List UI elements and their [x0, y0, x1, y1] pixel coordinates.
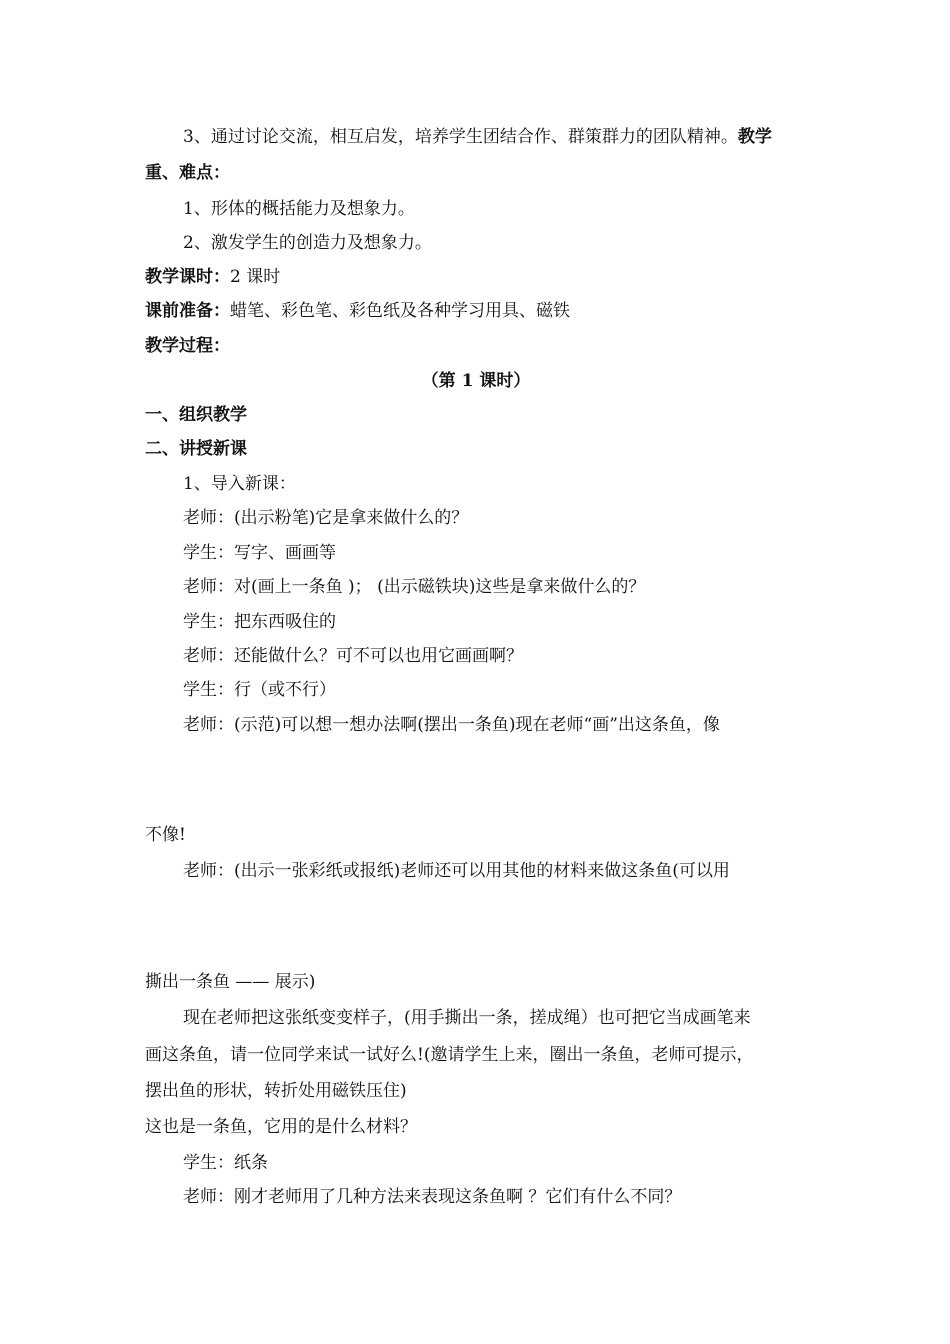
lesson-hours-value: 2 课时 — [230, 267, 281, 287]
dialogue-line: 老师：(示范)可以想一想办法啊(摆出一条鱼)现在老师“画”出这条鱼，像 — [183, 715, 720, 735]
intro-heading: 1、导入新课： — [183, 474, 296, 494]
dialogue-line: 老师：对(画上一条鱼 )； (出示磁铁块)这些是拿来做什么的？ — [183, 577, 646, 597]
preparation-value: 蜡笔、彩色笔、彩色纸及各种学习用具、磁铁 — [230, 301, 570, 321]
lesson-1-title: （第 1 课时） — [421, 371, 531, 391]
section-2-heading: 二、讲授新课 — [145, 439, 247, 459]
preparation-label: 课前准备： — [145, 301, 230, 321]
dialogue-line: 学生：写字、画画等 — [183, 543, 336, 563]
dialogue-line: 老师：(出示一张彩纸或报纸)老师还可以用其他的材料来做这条鱼(可以用 — [183, 861, 730, 881]
key-points-heading: 重、难点： — [145, 163, 230, 183]
dialogue-line: 老师：(出示粉笔)它是拿来做什么的？ — [183, 508, 469, 528]
goal-3-line — [183, 125, 772, 149]
key-point-1: 1、形体的概括能力及想象力。 — [183, 199, 415, 219]
section-1-heading: 一、组织教学 — [145, 405, 247, 425]
dialogue-line: 学生：把东西吸住的 — [183, 612, 336, 632]
dialogue-line: 老师：刚才老师用了几种方法来表现这条鱼啊 ？它们有什么不同？ — [183, 1187, 682, 1207]
paragraph-line: 这也是一条鱼，它用的是什么材料？ — [145, 1117, 417, 1137]
key-points-heading-start: 教学 — [737, 127, 772, 147]
paragraph-line: 现在老师把这张纸变变样子，(用手撕出一条，搓成绳）也可把它当成画笔来 — [183, 1008, 751, 1028]
preparation — [145, 299, 570, 323]
dialogue-continuation: 不像! — [145, 825, 186, 845]
paragraph-line: 摆出鱼的形状，转折处用磁铁压住) — [145, 1081, 407, 1101]
dialogue-line: 学生：行（或不行） — [183, 680, 336, 700]
dialogue-line: 学生：纸条 — [183, 1153, 268, 1173]
dialogue-line: 老师：还能做什么？可不可以也用它画画啊？ — [183, 646, 523, 666]
paragraph-line: 画这条鱼，请一位同学来试一试好么!(邀请学生上来，圈出一条鱼，老师可提示， — [145, 1045, 754, 1065]
process-heading: 教学过程： — [145, 336, 230, 356]
key-point-2: 2、激发学生的创造力及想象力。 — [183, 233, 432, 253]
goal-3-text: 3、通过讨论交流，相互启发，培养学生团结合作、群策群力的团队精神。 — [183, 127, 738, 147]
dialogue-continuation: 撕出一条鱼 —— 展示) — [145, 972, 316, 992]
lesson-hours — [145, 265, 280, 289]
lesson-hours-label: 教学课时： — [145, 267, 230, 287]
